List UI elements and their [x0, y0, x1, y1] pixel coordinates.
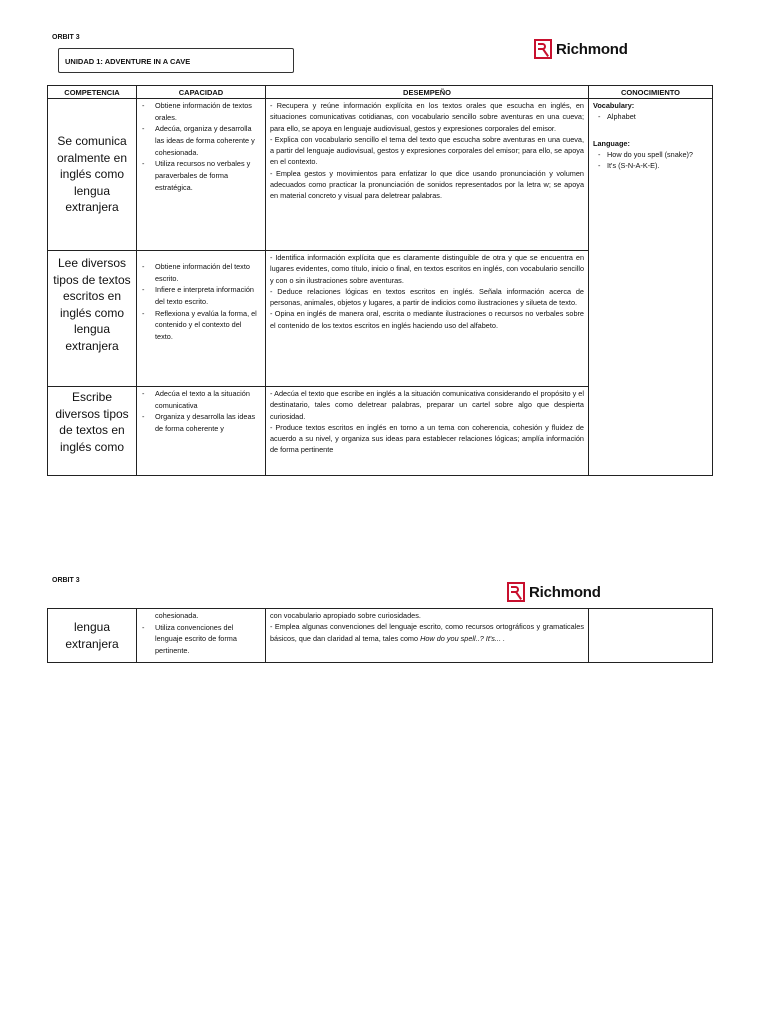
- richmond-logo: [534, 39, 628, 59]
- conocimiento-cell: [589, 99, 713, 476]
- desempeno-cell: [266, 251, 589, 387]
- desempeno-cell: [266, 99, 589, 251]
- capacidad-continuation: cohesionada.: [155, 611, 199, 620]
- unit-title: UNIDAD 1: ADVENTURE IN A CAVE: [58, 48, 294, 73]
- capacidad-cell: [137, 609, 266, 663]
- desempeno-item: - Deduce relaciones lógicas en textos escritos en inglés. Señala información acerca de personas, animales, objetos y lugares, a partir de indicios como ilustraciones y silueta de texto.: [270, 286, 584, 308]
- conocimiento-cell: [589, 609, 713, 663]
- capacidad-item: - Reflexiona y evalúa la forma, el contenido y el contexto del texto.: [155, 308, 261, 343]
- language-item: - It's (S-N-A-K-E).: [607, 160, 708, 171]
- capacidad-item: - Adecúa, organiza y desarrolla las ideas de forma coherente y cohesionada.: [155, 123, 261, 158]
- desempeno-item: - Recupera y reúne información explícita en los textos orales que escucha en inglés, en situaciones comunicativas cotidianas, con vocabulario sencillo sobre aventuras en una cueva; para ello, se apoya en lenguaje audiovisual, gestos y expresiones corporales del emisor.: [270, 101, 584, 133]
- capacidad-cell: [137, 99, 266, 251]
- capacidad-item: - Obtiene información de textos orales.: [155, 100, 261, 123]
- capacidad-cell: [137, 251, 266, 387]
- header-capacidad: CAPACIDAD: [137, 86, 266, 99]
- table-header-row: [48, 86, 713, 99]
- desempeno-item: - Produce textos escritos en inglés en torno a un tema con coherencia, cohesión y fluidez de acuerdo a su nivel, y organiza sus ideas para establecer relaciones lógicas; amplía información de forma pertinente: [270, 422, 584, 455]
- capacidad-item: - Adecúa el texto a la situación comunicativa: [155, 388, 261, 411]
- richmond-logo: [507, 582, 601, 602]
- header-conocimiento: CONOCIMIENTO: [589, 86, 713, 99]
- desempeno-cell: [266, 387, 589, 476]
- language-item: - How do you spell (snake)?: [607, 149, 708, 160]
- desempeno-cell: [266, 609, 589, 663]
- desempeno-item: - Emplea algunas convenciones del lenguaje escrito, como recursos ortográficos y gramaticales básicos, que dan claridad al tema, tales como: [270, 622, 584, 643]
- desempeno-item: - Emplea gestos y movimientos para enfatizar lo que dice usando pronunciación y volumen adecuados como practicar la pronunciación de sonidos representados por la letra w; se apoya en material concreto y visual para deletrear palabras.: [270, 168, 584, 201]
- desempeno-example: How do you spell..? It's... .: [420, 633, 506, 643]
- competencia-cell: Lee diversos tipos de textos escritos en inglés como lengua extranjera: [48, 251, 137, 387]
- desempeno-item: - Explica con vocabulario sencillo el tema del texto que escucha sobre aventuras en una cueva, a partir del lenguaje audiovisual, gestos y expresiones corporales del emisor; para ello, se apoya en el contexto.: [270, 134, 584, 167]
- desempeno-item: - Adecúa el texto que escribe en inglés a la situación comunicativa considerando el propósito y el destinatario, tales como deletrear palabras, preparar un cartel sobre algo que despierta curiosidad.: [270, 389, 584, 421]
- language-label: Language:: [593, 138, 630, 148]
- brand-name: Richmond: [556, 40, 628, 58]
- header-competencia: COMPETENCIA: [48, 86, 137, 99]
- competencia-cell: Escribe diversos tipos de textos en inglés como: [48, 387, 137, 476]
- curriculum-table-continued: [47, 608, 713, 663]
- competencia-cell: lengua extranjera: [48, 609, 137, 663]
- orbit-label: ORBIT 3: [52, 34, 80, 41]
- richmond-logo-icon: [507, 582, 525, 602]
- table-row: [48, 609, 713, 663]
- capacidad-item: - Organiza y desarrolla las ideas de forma coherente y: [155, 411, 261, 434]
- desempeno-item: - Opina en inglés de manera oral, escrita o mediante ilustraciones o recursos no verbales sobre el contenido de los textos escritos en inglés haciendo uso del alfabeto.: [270, 309, 584, 330]
- orbit-label: ORBIT 3: [52, 577, 80, 584]
- vocabulary-item: - Alphabet: [607, 111, 708, 122]
- competencia-cell: Se comunica oralmente en inglés como lengua extranjera: [48, 99, 137, 251]
- desempeno-continuation: con vocabulario apropiado sobre curiosidades.: [270, 611, 421, 620]
- capacidad-item: - Obtiene información del texto escrito.: [155, 261, 261, 284]
- capacidad-item: - Utiliza recursos no verbales y paraverbales de forma estratégica.: [155, 158, 261, 193]
- vocabulary-label: Vocabulary:: [593, 101, 635, 110]
- desempeno-item: - Identifica información explícita que es claramente distinguible de otra y que se encuentra en lugares evidentes, como título, inicio o final, en textos escritos en inglés, con vocabulario sencillo y con o sin ilustraciones sobre aventuras.: [270, 253, 584, 285]
- curriculum-table: [47, 85, 713, 476]
- header-desempeno: DESEMPEÑO: [266, 86, 589, 99]
- capacidad-item: - Infiere e interpreta información del texto escrito.: [155, 284, 261, 307]
- capacidad-cell: [137, 387, 266, 476]
- table-row: [48, 99, 713, 251]
- capacidad-item: - Utiliza convenciones del lenguaje escrito de forma pertinente.: [155, 622, 261, 657]
- brand-name: Richmond: [529, 583, 601, 601]
- richmond-logo-icon: [534, 39, 552, 59]
